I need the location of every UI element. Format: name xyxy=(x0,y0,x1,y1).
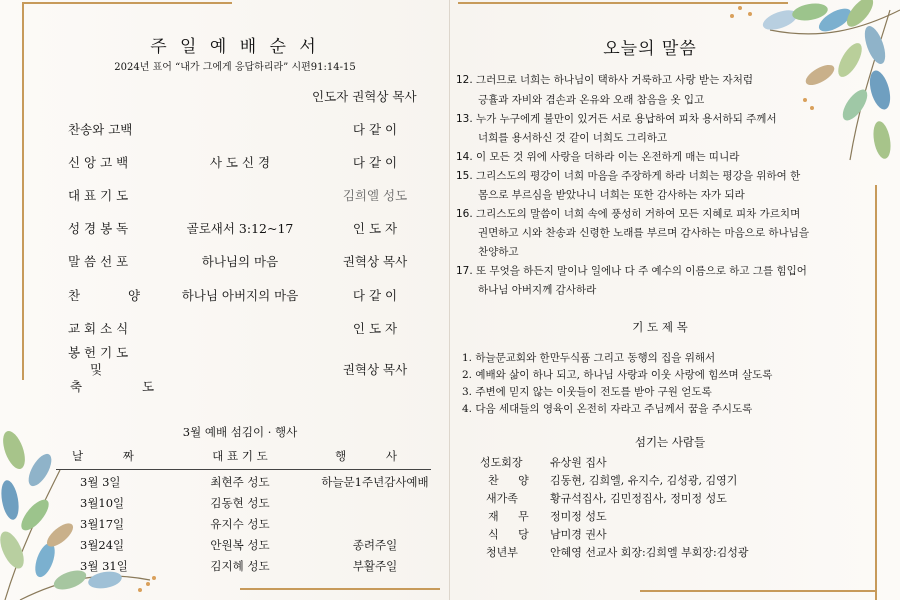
order-person: 권혁상 목사 xyxy=(342,254,408,269)
order-item: 교 회 소 식 xyxy=(68,321,129,336)
order-person: 다 같 이 xyxy=(352,288,398,303)
schedule-prayer: 안원복 성도 xyxy=(210,538,270,552)
order-item: 대 표 기 도 xyxy=(68,188,129,203)
leader-header: 인도자 권혁상 목사 xyxy=(312,89,417,104)
staff-role: 성도회장 xyxy=(480,456,523,469)
staff-role: 찬 양 xyxy=(488,474,537,487)
schedule-event: 하늘문1주년감사예배 xyxy=(321,475,429,489)
schedule-event: 종려주일 xyxy=(352,538,398,552)
order-item: 신 앙 고 백 xyxy=(68,155,129,170)
list-item: 1. 하늘문교회와 한만두식품 그리고 동행의 집을 위해서 xyxy=(462,352,716,364)
page-divider xyxy=(449,0,450,600)
offering-line: 및 xyxy=(90,362,103,377)
schedule-prayer: 최현주 성도 xyxy=(210,475,270,489)
schedule-header-underline xyxy=(56,469,431,470)
order-content: 하나님의 마음 xyxy=(201,254,279,269)
schedule-prayer: 유지수 성도 xyxy=(210,517,270,531)
verse-line: 너희를 용서하신 것 같이 너희도 그리하고 xyxy=(478,132,668,144)
schedule-header-event: 행 사 xyxy=(335,449,415,463)
verse-line: 13. 누가 누구에게 불만이 있거든 서로 용납하여 피차 용서하되 주께서 xyxy=(456,113,777,125)
schedule-date: 3월 31일 xyxy=(80,559,128,573)
verse-line: 몸으로 부르심을 받았나니 너희는 또한 감사하는 자가 되라 xyxy=(478,189,745,201)
gold-frame-right xyxy=(875,185,877,600)
schedule-header-date: 날 짜 xyxy=(72,449,152,463)
order-person: 인 도 자 xyxy=(352,221,398,236)
staff-names: 안혜영 선교사 회장:김희엘 부회장:김성광 xyxy=(550,546,749,559)
gold-frame-top-left xyxy=(22,2,232,4)
order-content: 하나님 아버지의 마음 xyxy=(181,288,299,303)
schedule-prayer: 김동현 성도 xyxy=(210,496,270,510)
offering-person: 권혁상 목사 xyxy=(342,362,408,377)
order-item: 찬 양 xyxy=(68,288,163,303)
verse-line: 권면하고 시와 찬송과 신령한 노래를 부르며 감사하는 마음으로 하나님을 xyxy=(478,227,809,239)
verse-line: 하나님 아버지께 감사하라 xyxy=(478,284,597,296)
order-item: 성 경 봉 독 xyxy=(68,221,129,236)
todays-word-title: 오늘의 말씀 xyxy=(603,39,697,59)
gold-frame-bottom-left xyxy=(240,588,440,590)
schedule-title: 3월 예배 섬김이 · 행사 xyxy=(182,425,298,439)
staff-title: 섬기는 사람들 xyxy=(634,435,706,449)
list-item: 3. 주변에 믿지 않는 이웃들이 전도를 받아 구원 얻도록 xyxy=(462,386,712,398)
offering-line: 봉 헌 기 도 xyxy=(68,345,129,360)
gold-frame-left xyxy=(22,2,24,380)
staff-names: 유상원 집사 xyxy=(550,456,607,469)
staff-names: 김동현, 김희엘, 유지수, 김성광, 김영기 xyxy=(550,474,738,487)
verse-line: 17. 또 무엇을 하든지 말이나 일에나 다 주 예수의 이름으로 하고 그를 힘입어 xyxy=(456,265,807,277)
order-item: 말 씀 선 포 xyxy=(68,254,129,269)
staff-role: 새가족 xyxy=(486,492,518,505)
schedule-date: 3월10일 xyxy=(80,496,125,510)
order-person: 다 같 이 xyxy=(352,122,398,137)
list-item: 4. 다음 세대들의 영육이 온전히 자라고 주님께서 꿈을 주시도록 xyxy=(462,403,753,415)
verse-line: 15. 그리스도의 평강이 너희 마음을 주장하게 하라 너희는 평강을 위하여 한 xyxy=(456,170,801,182)
order-item: 찬송와 고백 xyxy=(68,122,133,137)
order-person: 인 도 자 xyxy=(352,321,398,336)
schedule-event: 부활주일 xyxy=(352,559,398,573)
schedule-header-prayer: 대 표 기 도 xyxy=(212,449,268,463)
schedule-prayer: 김지혜 성도 xyxy=(210,559,270,573)
verse-line: 16. 그리스도의 말씀이 너희 속에 풍성히 거하여 모든 지혜로 피차 가르치며 xyxy=(456,208,801,220)
staff-names: 황규석집사, 김민정집사, 정미정 성도 xyxy=(550,492,727,505)
schedule-date: 3월24일 xyxy=(80,538,125,552)
worship-order-title: 주 일 예 배 순 서 xyxy=(150,37,320,57)
gold-frame-right-bottom xyxy=(640,590,877,592)
staff-role: 식 당 xyxy=(488,528,537,541)
verse-line: 14. 이 모든 것 위에 사랑을 더하라 이는 온전하게 매는 띠니라 xyxy=(456,151,740,163)
order-content: 사 도 신 경 xyxy=(209,155,271,170)
prayer-topics-title: 기 도 제 목 xyxy=(632,320,688,334)
list-item: 2. 예배와 삶이 하나 되고, 하나님 사랑과 이웃 사랑에 힘쓰며 살도록 xyxy=(462,369,773,381)
schedule-date: 3월 3일 xyxy=(80,475,121,489)
verse-line: 찬양하고 xyxy=(478,246,519,258)
offering-line: 축 도 xyxy=(70,379,183,394)
order-person: 다 같 이 xyxy=(352,155,398,170)
schedule-date: 3월17일 xyxy=(80,517,125,531)
verse-line: 긍휼과 자비와 겸손과 온유와 오래 참음을 옷 입고 xyxy=(478,94,705,106)
yearly-theme: 2024년 표어 “내가 그에게 응답하리라” 시편91:14-15 xyxy=(114,62,356,73)
staff-role: 청년부 xyxy=(486,546,518,559)
order-content: 골로새서 3:12~17 xyxy=(186,221,294,236)
verse-line: 12. 그러므로 너희는 하나님이 택하사 거룩하고 사랑 받는 자처럼 xyxy=(456,74,753,86)
order-person: 김희엘 성도 xyxy=(342,188,408,203)
staff-role: 재 무 xyxy=(488,510,537,523)
staff-names: 남미경 권사 xyxy=(550,528,607,541)
staff-names: 정미정 성도 xyxy=(550,510,607,523)
